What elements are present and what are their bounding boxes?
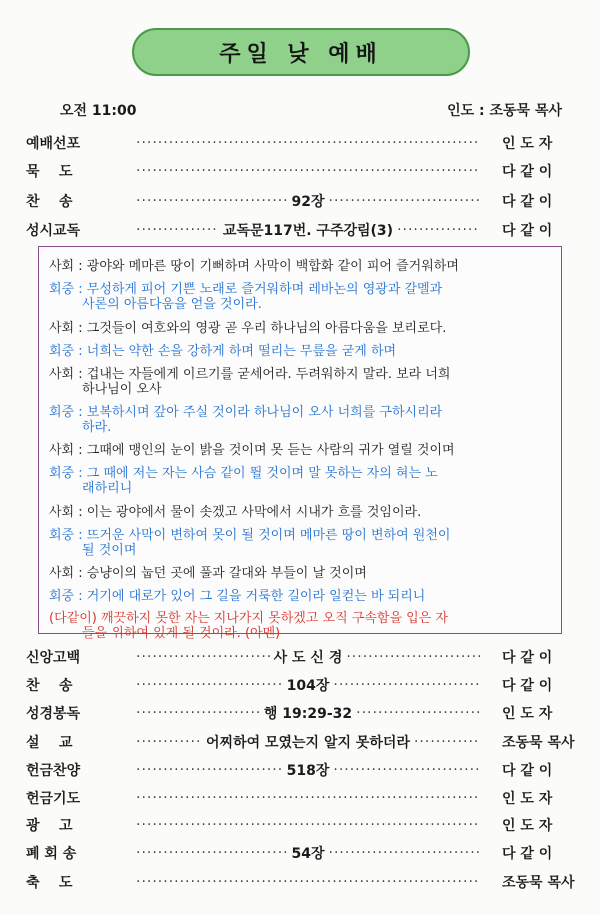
leader-reading-line: 사회 : 광야와 메마른 땅이 기뻐하며 사막이 백합화 같이 피어 즐거워하며 <box>49 259 459 274</box>
order-item-leader: 다 같 이 <box>502 763 553 779</box>
order-item-content <box>136 843 480 863</box>
congregation-reading-line: 회중 : 뜨거운 사막이 변하여 못이 될 것이며 메마른 땅이 변하여 원천이 <box>49 528 451 543</box>
order-row <box>26 219 574 241</box>
order-row <box>26 842 574 864</box>
service-time: 오전 11:00 <box>60 103 137 119</box>
leader-reading-line: 하나님이 오사 <box>49 382 162 397</box>
order-item-leader: 다 같 이 <box>502 164 553 180</box>
order-item-detail: 518장 <box>286 763 330 779</box>
order-item-content <box>136 760 480 780</box>
order-item-content <box>136 874 480 890</box>
order-item-name: 설 교 <box>26 735 73 751</box>
order-item-name: 폐 회 송 <box>26 846 77 862</box>
dot-leader <box>136 817 480 833</box>
dot-leader <box>333 677 480 693</box>
order-row <box>26 871 574 893</box>
order-row <box>26 674 574 696</box>
dot-leader <box>136 705 260 721</box>
leader-reading-line: 사회 : 이는 광야에서 물이 솟겠고 사막에서 시내가 흐를 것임이라. <box>49 505 422 520</box>
order-item-detail: 행 19:29-32 <box>263 706 353 722</box>
congregation-reading-line: 사론의 아름다움을 얻을 것이라. <box>49 297 262 312</box>
order-item-detail: 104장 <box>286 678 330 694</box>
order-item-name: 성경봉독 <box>26 706 81 722</box>
order-row <box>26 132 574 154</box>
dot-leader <box>136 762 283 778</box>
order-item-leader: 다 같 이 <box>502 650 553 666</box>
order-item-name: 성시교독 <box>26 223 81 239</box>
order-item-name: 광 고 <box>26 818 73 834</box>
order-row <box>26 702 574 724</box>
dot-leader <box>136 163 480 179</box>
order-row <box>26 787 574 809</box>
congregation-reading-line: 회중 : 보복하시며 갚아 주실 것이라 하나님이 오사 너희를 구하시리라 <box>49 405 443 420</box>
order-item-content <box>136 703 480 723</box>
order-item-leader: 인 도 자 <box>502 706 553 722</box>
dot-leader <box>136 649 270 665</box>
dot-leader <box>414 734 480 750</box>
order-item-leader: 조동묵 목사 <box>502 735 575 751</box>
order-item-detail: 교독문117번. 구주강림(3) <box>222 223 394 239</box>
order-item-content <box>136 135 480 151</box>
congregation-reading-line: 회중 : 거기에 대로가 있어 그 길을 거룩한 길이라 일컫는 바 되리니 <box>49 589 426 604</box>
order-item-content <box>136 732 480 752</box>
dot-leader <box>136 845 288 861</box>
order-item-detail: 어찌하여 모였는지 알지 못하더라 <box>206 735 410 751</box>
dot-leader <box>136 734 202 750</box>
order-item-content <box>136 790 480 806</box>
order-item-leader: 인 도 자 <box>502 791 553 807</box>
order-item-name: 찬 송 <box>26 194 73 210</box>
leader-reading-line: 사회 : 겁내는 자들에게 이르기를 굳세어라. 두려워하지 말라. 보라 너희 <box>49 367 451 382</box>
order-item-leader: 인 도 자 <box>502 136 553 152</box>
order-row <box>26 759 574 781</box>
order-item-content <box>136 675 480 695</box>
order-item-name: 축 도 <box>26 875 73 891</box>
order-item-leader: 인 도 자 <box>502 818 553 834</box>
responsive-reading-box <box>38 246 562 641</box>
dot-leader <box>136 790 480 806</box>
dot-leader <box>136 193 288 209</box>
congregation-reading-line: 회중 : 너희는 약한 손을 강하게 하며 떨리는 무릎을 굳게 하며 <box>49 344 397 359</box>
dot-leader <box>356 705 480 721</box>
order-item-name: 헌금찬양 <box>26 763 81 779</box>
order-row <box>26 160 574 182</box>
order-item-name: 예배선포 <box>26 136 81 152</box>
congregation-reading-line: 회중 : 무성하게 피어 기쁜 노래로 즐거워하며 레바논의 영광과 갈멜과 <box>49 282 443 297</box>
dot-leader <box>329 845 480 861</box>
order-item-leader: 다 같 이 <box>502 846 553 862</box>
order-item-detail: 사 도 신 경 <box>273 650 343 666</box>
congregation-reading-line: 하라. <box>49 420 112 435</box>
dot-leader <box>329 193 480 209</box>
unison-reading-line: (다같이) 깨끗하지 못한 자는 지나가지 못하겠고 오직 구속함을 입은 자 <box>49 611 448 626</box>
dot-leader <box>136 677 283 693</box>
order-item-detail: 92장 <box>291 194 325 210</box>
leader-reading-line: 사회 : 그것들이 여호와의 영광 곧 우리 하나님의 아름다움을 보리로다. <box>49 321 447 336</box>
order-item-name: 묵 도 <box>26 164 73 180</box>
order-row <box>26 814 574 836</box>
dot-leader <box>136 874 480 890</box>
order-item-content <box>136 163 480 179</box>
dot-leader <box>333 762 480 778</box>
page-title: 주일 낮 예배 <box>132 28 470 76</box>
order-row <box>26 190 574 212</box>
dot-leader <box>136 222 219 238</box>
order-item-content <box>136 817 480 833</box>
order-item-leader: 다 같 이 <box>502 223 553 239</box>
dot-leader <box>136 135 480 151</box>
order-item-name: 신앙고백 <box>26 650 81 666</box>
order-item-leader: 다 같 이 <box>502 194 553 210</box>
dot-leader <box>397 222 480 238</box>
order-item-content <box>136 220 480 240</box>
order-item-leader: 조동묵 목사 <box>502 875 575 891</box>
order-item-name: 찬 송 <box>26 678 73 694</box>
congregation-reading-line: 회중 : 그 때에 저는 자는 사슴 같이 뛸 것이며 말 못하는 자의 혀는 노 <box>49 466 438 481</box>
leader-reading-line: 사회 : 승냥이의 눕던 곳에 풀과 갈대와 부들이 날 것이며 <box>49 566 367 581</box>
order-item-content <box>136 191 480 211</box>
order-row <box>26 731 574 753</box>
order-item-content <box>136 647 480 667</box>
dot-leader <box>346 649 480 665</box>
order-row <box>26 646 574 668</box>
presider: 인도 : 조동묵 목사 <box>447 103 562 119</box>
congregation-reading-line: 될 것이며 <box>49 543 137 558</box>
order-item-name: 헌금기도 <box>26 791 81 807</box>
order-item-leader: 다 같 이 <box>502 678 553 694</box>
unison-reading-line: 들을 위하여 있게 될 것이라. (아멘) <box>49 626 281 641</box>
congregation-reading-line: 래하리니 <box>49 481 133 496</box>
leader-reading-line: 사회 : 그때에 맹인의 눈이 밝을 것이며 못 듣는 사람의 귀가 열릴 것이며 <box>49 443 455 458</box>
order-item-detail: 54장 <box>291 846 325 862</box>
